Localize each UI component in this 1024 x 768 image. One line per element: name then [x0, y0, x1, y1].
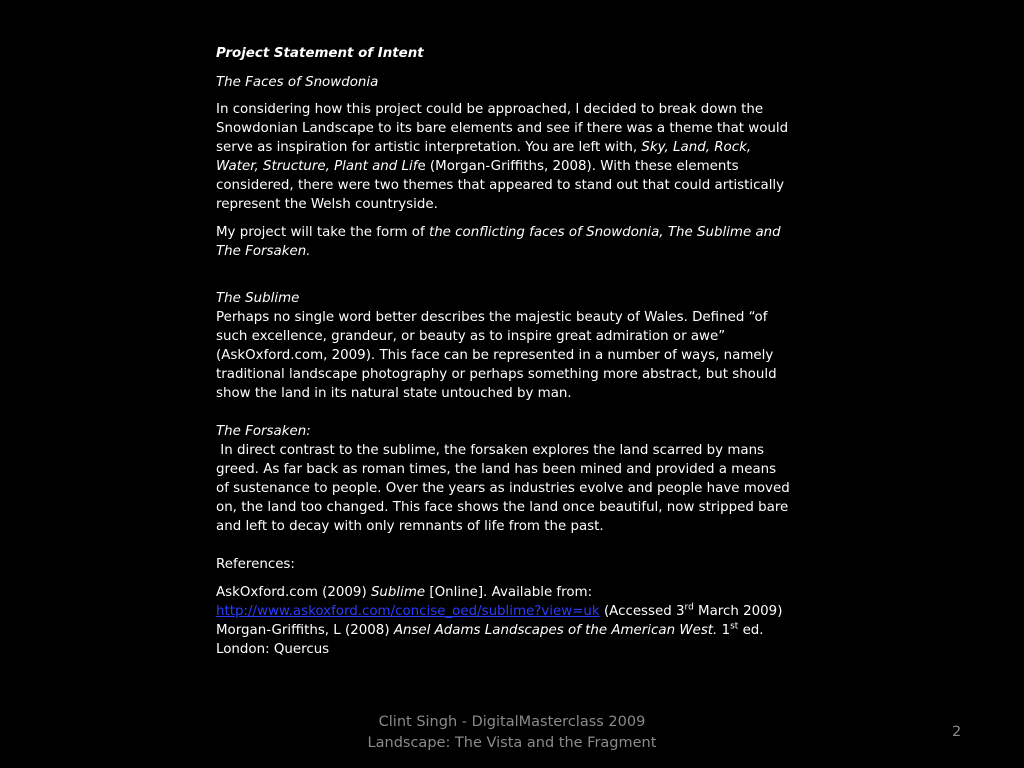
ref1-text-2: [Online]. Available from:: [425, 585, 593, 600]
project-italic: the conflicting faces of Snowdonia, The Sublime and The Forsaken.: [216, 225, 781, 259]
document-heading: Project Statement of Intent: [216, 46, 424, 61]
ref2-sup: st: [730, 621, 739, 632]
footer-line-2: Landscape: The Vista and the Fragment: [367, 735, 657, 751]
spacer: [216, 270, 791, 289]
intro-paragraph: [216, 100, 791, 214]
intro-text-2: e (Morgan-Griffiths, 2008). With these elements considered, there were two themes that appeared to stand out that could artistically represent the Welsh countryside.: [216, 159, 785, 212]
references-title: References:: [216, 557, 295, 572]
ref1-text-1: AskOxford.com (2009): [216, 585, 371, 600]
ref1-text-3: (Accessed 3: [599, 604, 685, 619]
ref1-sup: rd: [684, 602, 694, 613]
project-text-1: My project will take the form of: [216, 225, 429, 240]
ref2-title-italic: Ansel Adams Landscapes of the American West.: [393, 623, 718, 638]
forsaken-body: In direct contrast to the sublime, the forsaken explores the land scarred by mans greed. As far back as roman times, the land has been mined and provided a means of sustenance to people. Over the years as industries evolve and people have moved on, the land too changed. This face shows the land once beautiful, now stripped bare and left to decay with only remnants of life from the past.: [216, 443, 794, 534]
sublime-title: The Sublime: [216, 291, 300, 306]
reference-1: [216, 583, 791, 621]
ref2-text-2: 1: [717, 623, 731, 638]
footer-line-1: Clint Singh - DigitalMasterclass 2009: [378, 714, 646, 730]
project-paragraph: [216, 223, 791, 261]
page-number: 2: [952, 724, 962, 740]
document-subtitle: The Faces of Snowdonia: [216, 75, 379, 90]
reference-2: [216, 621, 791, 659]
ref1-text-4: March 2009): [693, 604, 783, 619]
ref2-text-3: ed. London: Quercus: [216, 623, 764, 657]
ref1-title-italic: Sublime: [370, 585, 426, 600]
ref2-text-1: Morgan-Griffiths, L (2008): [216, 623, 394, 638]
sublime-body: Perhaps no single word better describes the majestic beauty of Wales. Defined “of such excellence, grandeur, or beauty as to inspire great admiration or awe” (AskOxford.com, 2009). This face can be represented in a number of ways, namely traditional landscape photography or perhaps something more abstract, but should show the land in its natural state untouched by man.: [216, 310, 777, 401]
forsaken-title: The Forsaken:: [216, 424, 311, 439]
sublime-section: [216, 289, 791, 403]
slide-footer: [320, 712, 704, 754]
intro-elements-italic: Sky, Land, Rock, Water, Structure, Plant and Lif: [216, 140, 752, 174]
ref1-link[interactable]: http://www.askoxford.com/concise_oed/sublime?view=uk: [216, 604, 600, 619]
statement-document: [216, 44, 794, 659]
forsaken-section: [216, 422, 794, 536]
intro-text-1: In considering how this project could be approached, I decided to break down the Snowdonian Landscape to its bare elements and see if there was a theme that would serve as inspiration for artistic interpretation. You are left with,: [216, 102, 789, 155]
spacer: [216, 403, 791, 422]
spacer: [216, 536, 791, 555]
